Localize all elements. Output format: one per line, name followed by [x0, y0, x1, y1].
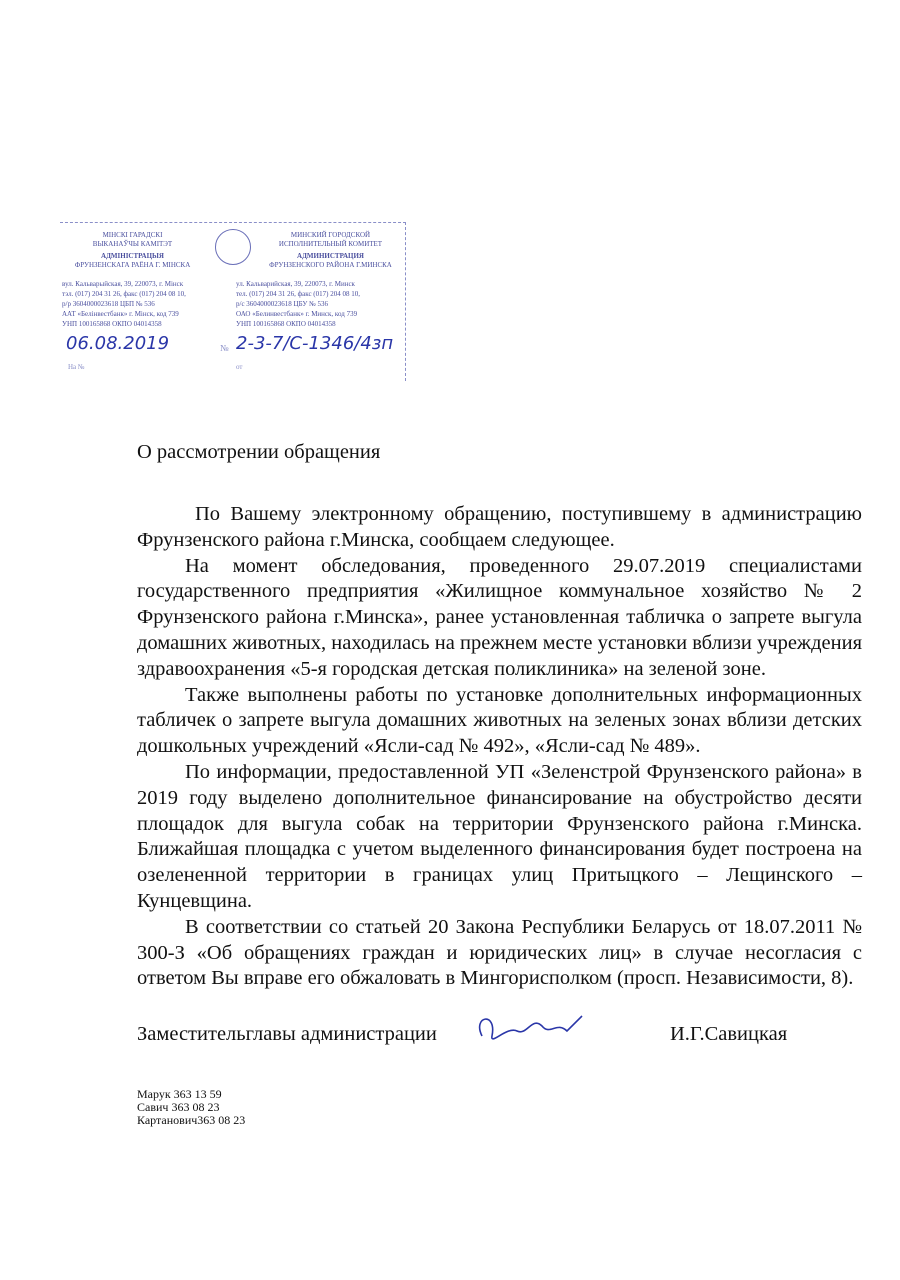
ot-label: от [236, 363, 243, 371]
letter-body [137, 502, 862, 992]
letterhead-ru-title [258, 231, 403, 270]
text: тэл. (017) 204 31 26, факс (017) 204 08 10, [62, 290, 186, 298]
text: р/р 3604000023618 ЦБП № 536 [62, 300, 155, 308]
handwritten-signature [472, 1006, 602, 1051]
text: ФРУНЗЕНСКОГО РАЙОНА Г.МИНСКА [269, 261, 392, 269]
text: ул. Кальварийская, 39, 220073, г. Минск [236, 280, 355, 288]
text: АДМИНИСТРАЦИЯ [297, 252, 364, 260]
contacts [137, 1088, 862, 1127]
subject-line: О рассмотрении обращения [137, 441, 381, 463]
letterhead-ru-address [236, 279, 402, 329]
text: р/с 3604000023618 ЦБУ № 536 [236, 300, 329, 308]
handwritten-number: 2-3-7/С-1346/4зп [236, 333, 394, 354]
paragraph: По информации, предоставленной УП «Зеленстрой Фрунзенского района» в 2019 году выделено дополнительное финансирование на обустройство десяти площадок для выгула собак на территории Фрунзенского района г.Минска. Ближайшая площадка с учетом выделенного финансирования будет построена на озелененной территории в границах улиц Притыцкого – Лещинского – Кунцевщина. [137, 760, 862, 912]
letter-content [137, 440, 862, 1127]
handwritten-date: 06.08.2019 [66, 333, 170, 354]
letterhead-by-title [60, 231, 205, 270]
text: ААТ «Белінвестбанк» г. Мінск, код 739 [62, 310, 179, 318]
coat-of-arms-icon [215, 229, 251, 265]
number-label: № [220, 343, 229, 353]
signature-row [137, 1014, 862, 1054]
text: ВЫКАНАЎЧЫ КАМІТЭТ [92, 240, 173, 248]
text: МИНСКИЙ ГОРОДСКОЙ [290, 231, 371, 239]
text: ФРУНЗЕНСКАГА РАЁНА Г. МІНСКА [74, 261, 191, 269]
paragraph: В соответствии со статьей 20 Закона Республики Беларусь от 18.07.2011 № 300-З «Об обращениях граждан и юридических лиц» в случае несогласия с ответом Вы вправе его обжаловать в Мингорисполком (просп. Независимости, 8). [137, 915, 862, 990]
paragraph: На момент обследования, проведенного 29.07.2019 специалистами государственного предприятия «Жилищное коммунальное хозяйство № 2 Фрунзенского района г.Минска», ранее установленная табличка о запрете выгула домашних животных, находилась на прежнем месте установки вблизи учреждения здравоохранения «5-я городская детская поликлиника» на зеленой зоне. [137, 554, 862, 680]
signatory-position: Заместительглавы администрации [137, 1023, 437, 1046]
contact-line: Картанович363 08 23 [137, 1113, 246, 1128]
contact-line: Марук 363 13 59 [137, 1087, 222, 1102]
text: МІНСКІ ГАРАДСКІ [102, 231, 163, 239]
signatory-name: И.Г.Савицкая [670, 1023, 788, 1046]
text: ОАО «Белинвестбанк» г. Минск, код 739 [236, 310, 358, 318]
contact-line: Савич 363 08 23 [137, 1100, 220, 1115]
letterhead-stamp [60, 222, 406, 381]
text: тел. (017) 204 31 26, факс (017) 204 08 10, [236, 290, 360, 298]
text: АДМІНІСТРАЦЫЯ [101, 252, 164, 260]
text: УНП 100165868 ОКПО 04014358 [236, 320, 336, 328]
text: вул. Кальварыйская, 39, 220073, г. Мінск [62, 280, 184, 288]
paragraph: По Вашему электронному обращению, поступившему в администрацию Фрунзенского района г.Минска, сообщаем следующее. [137, 503, 862, 551]
text: УНП 100165868 ОКПО 04014358 [62, 320, 162, 328]
na-label: На № [68, 363, 85, 371]
text: ИСПОЛНИТЕЛЬНЫЙ КОМИТЕТ [278, 240, 383, 248]
paragraph: Также выполнены работы по установке дополнительных информационных табличек о запрете выгула домашних животных на зеленых зонах вблизи детских дошкольных учреждений «Ясли-сад № 492», «Ясли-сад № 489». [137, 683, 862, 758]
letterhead-by-address [62, 279, 228, 329]
